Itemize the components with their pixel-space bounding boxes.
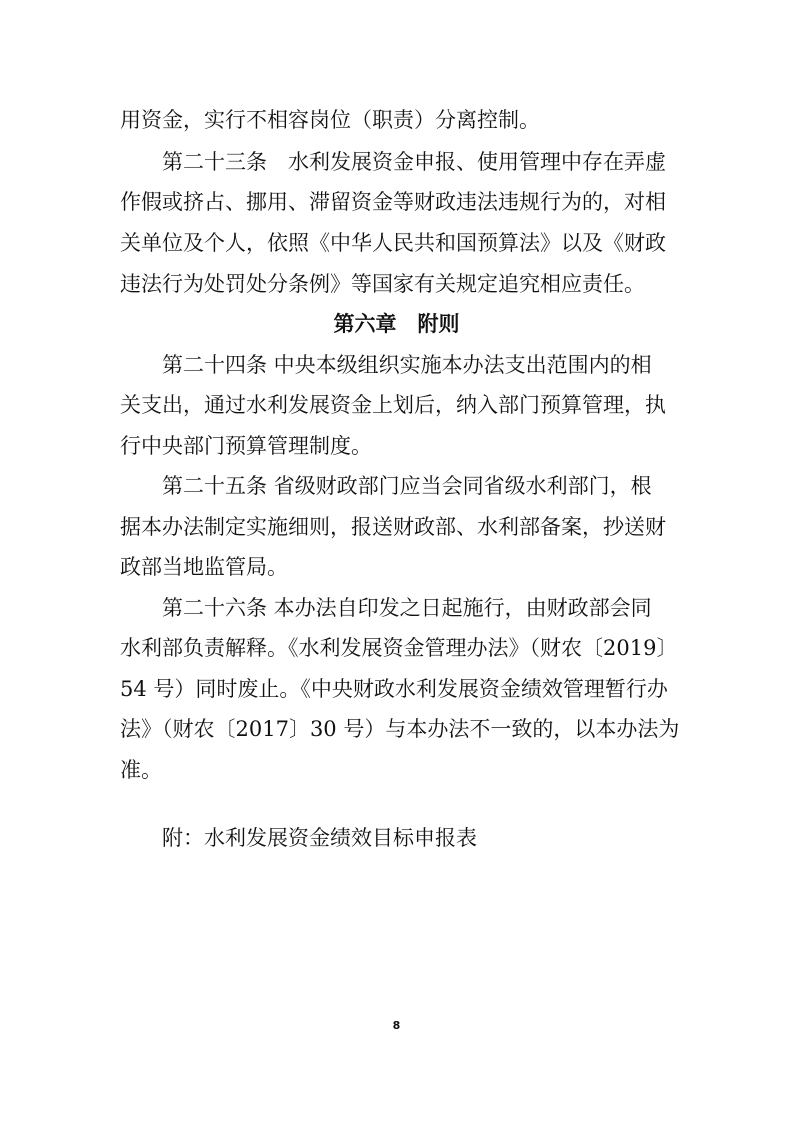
article-23-line-4: 违法行为处罚处分条例》等国家有关规定追究相应责任。 <box>120 272 645 296</box>
article-23-line-1: 第二十三条 水利发展资金申报、使用管理中存在弄虚 <box>162 150 666 174</box>
article-24-line-2: 关支出，通过水利发展资金上划后，纳入部门预算管理，执 <box>120 393 666 417</box>
article-26-line-4: 法》（财农〔2017〕30 号）与本办法不一致的，以本办法为 <box>120 717 680 741</box>
article-23-line-2: 作假或挤占、挪用、滞留资金等财政违法违规行为的，对相 <box>120 190 666 214</box>
article-26-line-5: 准。 <box>120 758 162 782</box>
article-24-line-1: 第二十四条 中央本级组织实施本办法支出范围内的相 <box>162 353 652 377</box>
article-26-line-2: 水利部负责解释。《水利发展资金管理办法》（财农〔2019〕 <box>120 636 678 660</box>
article-25-line-2: 据本办法制定实施细则，报送财政部、水利部备案，抄送财 <box>120 515 666 539</box>
article-26-line-1: 第二十六条 本办法自印发之日起施行，由财政部会同 <box>162 596 652 620</box>
article-23-line-3: 关单位及个人，依照《中华人民共和国预算法》以及《财政 <box>120 231 666 255</box>
article-25-line-1: 第二十五条 省级财政部门应当会同省级水利部门，根 <box>162 474 652 498</box>
chapter-heading: 第六章 附则 <box>333 312 460 336</box>
article-25-line-3: 政部当地监管局。 <box>120 555 288 579</box>
article-24-line-3: 行中央部门预算管理制度。 <box>120 434 372 458</box>
text-line: 用资金，实行不相容岗位（职责）分离控制。 <box>120 108 540 132</box>
article-26-line-3: 54 号）同时废止。《中央财政水利发展资金绩效管理暂行办 <box>120 677 668 701</box>
page-number: 8 <box>392 1019 401 1032</box>
attachment-note: 附：水利发展资金绩效目标申报表 <box>162 826 477 850</box>
